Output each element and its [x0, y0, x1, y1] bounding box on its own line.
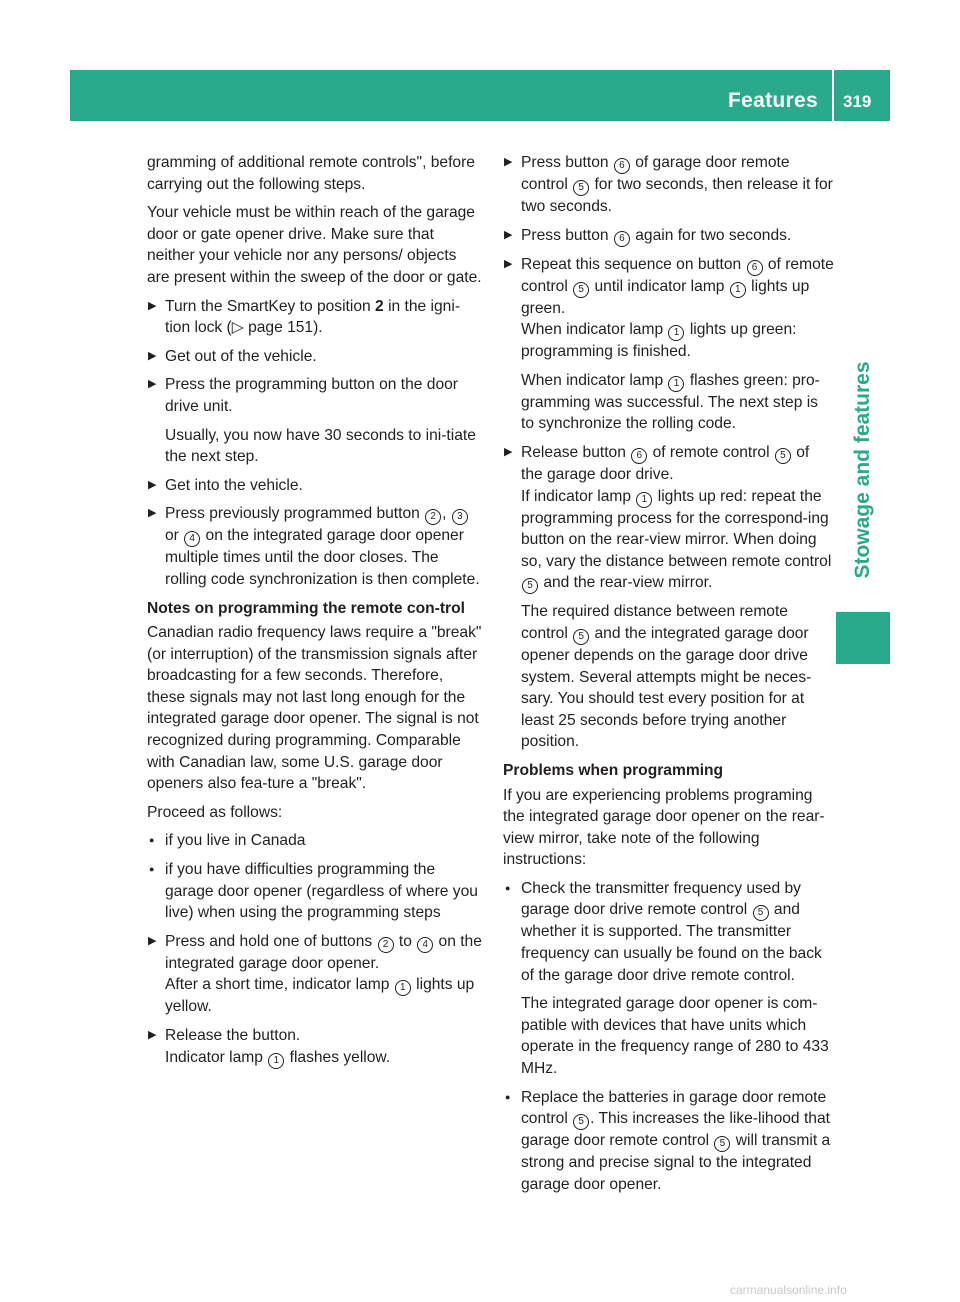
paragraph: If you are experiencing problems programing the integrated garage door opener on the rear-view mirror, take note of the following instructions:: [503, 786, 825, 869]
right-column: [503, 152, 834, 1202]
callout-5-icon: 5: [573, 1114, 589, 1130]
step-item: ▶ Press button 6 of garage door remote control 5 for two seconds, then release it for two seconds.: [503, 152, 834, 218]
bullet-item: ● Check the transmitter frequency used by garage door drive remote control 5 and whether it is supported. The transmitter frequency can usually be found on the back of the garage door drive remote control. The integrated garage door opener is com-patible with devices that have units which operate in the frequency range of 280 to 433 MHz.: [503, 878, 834, 1080]
chapter-tab-label: Stowage and features: [851, 361, 874, 579]
step-item: ▶ Release button 6 of remote control 5 of the garage door drive. If indicator lamp 1 lights up red: repeat the programming process for the correspond-ing button on the rear-view mirror. When doing so, vary the distance between remote control 5 and the rear-view mirror. The required distance between remote control 5 and the integrated garage door opener depends on the garage door drive system. Several attempts might be neces-sary. You should test every position for at least 25 seconds before trying another position.: [503, 442, 834, 753]
callout-6-icon: 6: [614, 231, 630, 247]
step-item: ▶ Press and hold one of buttons 2 to 4 on the integrated garage door opener. After a short time, indicator lamp 1 lights up yellow.: [147, 931, 482, 1018]
step-item: ▶ Press the programming button on the door drive unit. Usually, you now have 30 seconds to ini-tiate the next step.: [147, 374, 482, 467]
bullet-item: ● if you live in Canada: [147, 830, 482, 852]
callout-4-icon: 4: [417, 937, 433, 953]
callout-1-icon: 1: [395, 980, 411, 996]
intro-text: gramming of additional remote controls", before carrying out the following steps.: [147, 154, 475, 193]
callout-6-icon: 6: [614, 158, 630, 174]
callout-2-icon: 2: [425, 509, 441, 525]
step-item: ▶ Press button 6 again for two seconds.: [503, 225, 834, 247]
page-ref-arrow-icon: ▷: [231, 319, 244, 337]
header-divider: [832, 70, 834, 121]
callout-1-icon: 1: [668, 376, 684, 392]
callout-3-icon: 3: [452, 509, 468, 525]
step-item: ▶ Get into the vehicle.: [147, 475, 482, 497]
section-title: Features: [728, 89, 818, 112]
callout-5-icon: 5: [573, 180, 589, 196]
step-item: ▶ Repeat this sequence on button 6 of remote control 5 until indicator lamp 1 lights up green. When indicator lamp 1 lights up green: programming is finished. When indicator lamp 1 flashes green: pro-gramming was successful. The next step is to synchronize the rolling code.: [503, 254, 834, 435]
chapter-tab-marker: [836, 612, 890, 664]
callout-5-icon: 5: [714, 1136, 730, 1152]
page-number: 319: [843, 92, 872, 111]
callout-4-icon: 4: [184, 531, 200, 547]
step-item: ▶ Press previously programmed button 2 , 3 or 4 on the integrated garage door opener multiple times until the door closes. The rolling code synchronization is then complete.: [147, 503, 482, 590]
step-item: ▶ Release the button. Indicator lamp 1 flashes yellow.: [147, 1025, 482, 1069]
paragraph: Your vehicle must be within reach of the garage door or gate opener drive. Make sure that neither your vehicle nor any persons/ objects are present within the sweep of the door or gate.: [147, 204, 482, 286]
callout-6-icon: 6: [631, 448, 647, 464]
step-item: ▶ Turn the SmartKey to position 2 in the igni-tion lock (▷ page 151).: [147, 296, 482, 339]
callout-6-icon: 6: [747, 260, 763, 276]
callout-5-icon: 5: [753, 905, 769, 921]
watermark: carmanualsonline.info: [730, 1283, 847, 1297]
callout-2-icon: 2: [378, 937, 394, 953]
callout-1-icon: 1: [636, 492, 652, 508]
bullet-item: ● Replace the batteries in garage door remote control 5 . This increases the like-lihood that garage door remote control 5 will transmit a strong and precise signal to the integrated garage door opener.: [503, 1087, 834, 1196]
bullet-item: ● if you have difficulties programming the garage door opener (regardless of where you live) when using the programming steps: [147, 859, 482, 924]
callout-5-icon: 5: [573, 282, 589, 298]
callout-1-icon: 1: [268, 1053, 284, 1069]
paragraph: Canadian radio frequency laws require a "break" (or interruption) of the transmission signals after broadcasting for a few seconds. Therefore, these signals may not last long enough for the integrated garage door opener. The signal is not recognized during programming. Comparable with Canadian law, some U.S. garage door openers also fea-ture a "break".: [147, 624, 482, 793]
section-heading: Notes on programming the remote con-trol: [147, 599, 465, 617]
paragraph: Proceed as follows:: [147, 803, 283, 821]
step-item: ▶ Get out of the vehicle.: [147, 346, 482, 368]
callout-5-icon: 5: [775, 448, 791, 464]
callout-1-icon: 1: [730, 282, 746, 298]
callout-5-icon: 5: [573, 629, 589, 645]
left-column: [147, 152, 482, 1076]
section-heading: Problems when programming: [503, 761, 724, 779]
callout-5-icon: 5: [522, 578, 538, 594]
callout-1-icon: 1: [668, 325, 684, 341]
